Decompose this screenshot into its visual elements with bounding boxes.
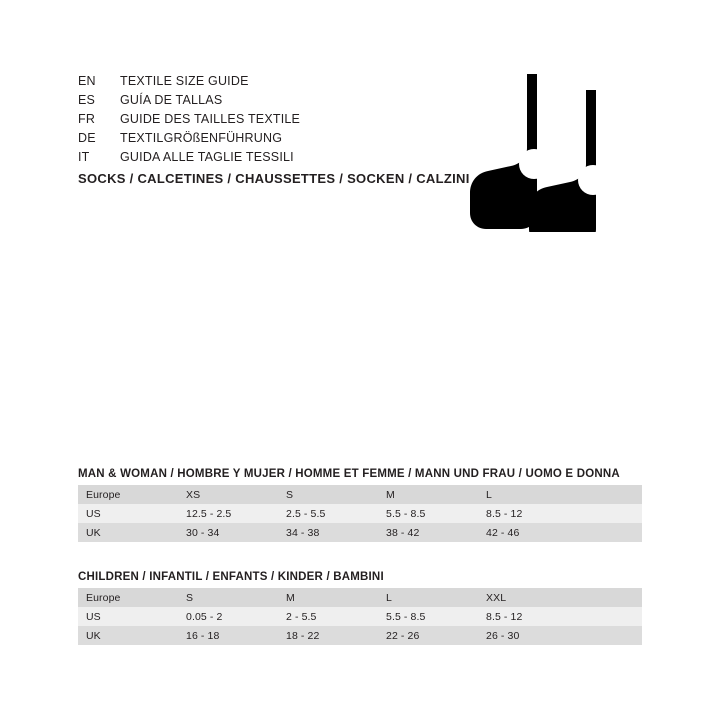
language-label: GUIDA ALLE TAGLIE TESSILI [120,150,294,164]
column-header: S [278,485,378,504]
language-code: DE [78,131,96,145]
column-header: XS [178,485,278,504]
table [78,485,642,542]
cell: 2.5 - 5.5 [278,504,378,523]
table-header-row [78,485,642,504]
column-header: L [478,485,642,504]
language-label: GUÍA DE TALLAS [120,93,223,107]
table-row [78,626,642,645]
size-table-adults [78,468,642,542]
language-list [78,74,300,169]
column-header: S [178,588,278,607]
column-header: M [378,485,478,504]
language-code: FR [78,112,96,126]
row-label: UK [78,523,178,542]
cell: 5.5 - 8.5 [378,504,478,523]
column-header: M [278,588,378,607]
table-row [78,504,642,523]
cell: 8.5 - 12 [478,607,642,626]
socks-pair-icon [468,72,638,232]
language-label: GUIDE DES TAILLES TEXTILE [120,112,301,126]
language-code: ES [78,93,96,107]
cell: 0.05 - 2 [178,607,278,626]
language-label: TEXTILE SIZE GUIDE [120,74,249,88]
language-row-it [78,150,300,169]
cell: 42 - 46 [478,523,642,542]
language-row-de [78,131,300,150]
table-row [78,523,642,542]
row-label: UK [78,626,178,645]
cell: 34 - 38 [278,523,378,542]
page-title: SOCKS / CALCETINES / CHAUSSETTES / SOCKEN / CALZINI [78,171,470,186]
language-row-en [78,74,300,93]
row-label: US [78,607,178,626]
language-code: EN [78,74,96,88]
language-row-fr [78,112,300,131]
language-label: TEXTILGRÖßENFÜHRUNG [120,131,283,145]
column-header: L [378,588,478,607]
cell: 12.5 - 2.5 [178,504,278,523]
table-caption: MAN & WOMAN / HOMBRE Y MUJER / HOMME ET FEMME / MANN UND FRAU / UOMO E DONNA [78,468,620,480]
table [78,588,642,645]
cell: 5.5 - 8.5 [378,607,478,626]
column-header: XXL [478,588,642,607]
table-header-row [78,588,642,607]
cell: 18 - 22 [278,626,378,645]
column-header: Europe [78,588,178,607]
cell: 38 - 42 [378,523,478,542]
cell: 2 - 5.5 [278,607,378,626]
cell: 26 - 30 [478,626,642,645]
table-row [78,607,642,626]
language-code: IT [78,150,90,164]
column-header: Europe [78,485,178,504]
table-caption: CHILDREN / INFANTIL / ENFANTS / KINDER / BAMBINI [78,571,384,583]
cell: 30 - 34 [178,523,278,542]
row-label: US [78,504,178,523]
cell: 22 - 26 [378,626,478,645]
cell: 16 - 18 [178,626,278,645]
cell: 8.5 - 12 [478,504,642,523]
language-row-es [78,93,300,112]
size-table-children [78,571,642,645]
